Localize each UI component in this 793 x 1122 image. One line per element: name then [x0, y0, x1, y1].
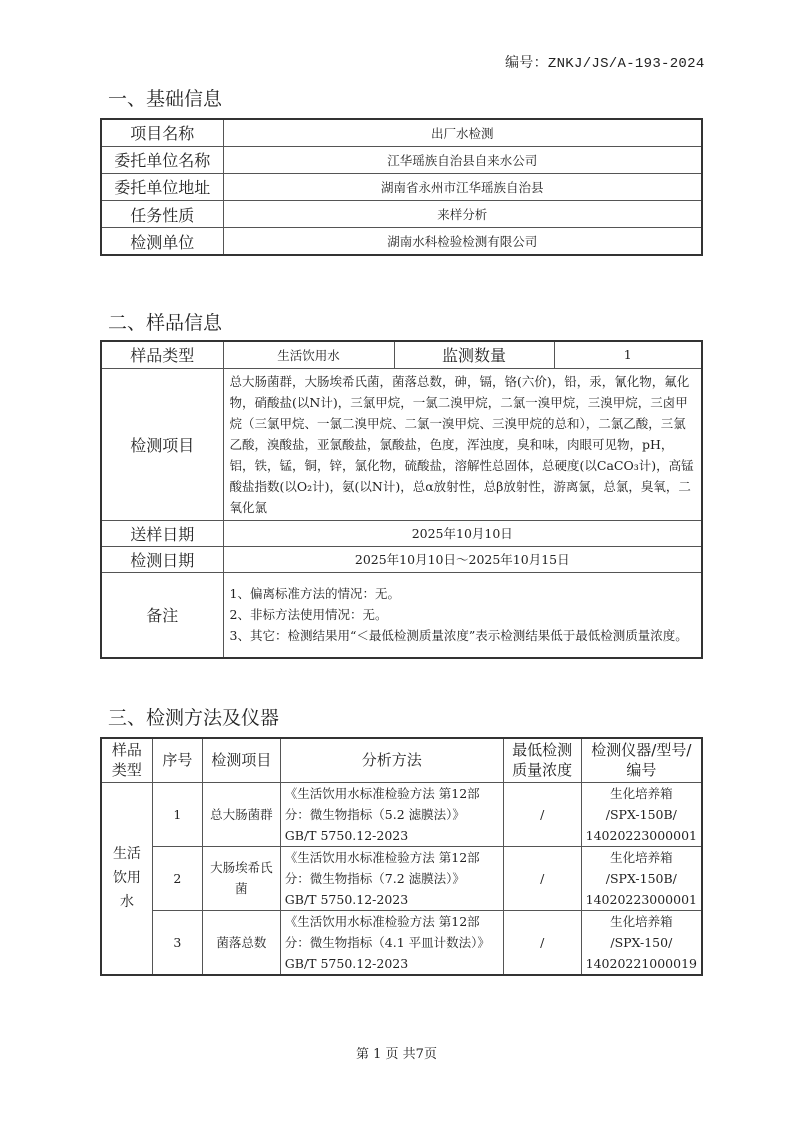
method-line: 《生活饮用水标准检验方法 第12部: [284, 849, 480, 865]
instrument-line: /SPX-150B/: [605, 870, 677, 886]
method-line: 《生活饮用水标准检验方法 第12部: [284, 785, 480, 801]
section-sample-info-title: 二、样品信息: [108, 312, 223, 334]
instrument-line: 生化培养箱: [610, 913, 673, 929]
method-line: GB/T 5750.12-2023: [284, 891, 409, 907]
instrument-line: 14020221000019: [585, 955, 697, 971]
method-line: 分：微生物指标（4.1 平皿计数法）》: [284, 934, 490, 950]
basic-info-row: [101, 228, 702, 255]
method-row: [101, 846, 702, 910]
row-instrument: [581, 910, 702, 975]
row-no: 3: [152, 910, 202, 975]
sample-type-cell: 生活饮用水: [101, 782, 152, 975]
notes-value: [223, 572, 702, 658]
header-sample-type: 样品类型: [101, 738, 152, 782]
basic-info-label: 任务性质: [101, 201, 223, 228]
instrument-line: 14020223000001: [585, 891, 697, 907]
header-method: 分析方法: [280, 738, 503, 782]
row-no: 1: [152, 782, 202, 846]
items-value: 总大肠菌群，大肠埃希氏菌，菌落总数，砷，镉，铬(六价)，铅，汞，氰化物，氟化物，硝酸盐(以N计)，三氯甲烷，一氯二溴甲烷，二氯一溴甲烷，三溴甲烷，三卤甲烷（三氯甲烷、一氯二溴甲烷、二氯一溴甲烷、三溴甲烷的总和），二氯乙酸，三氯乙酸，溴酸盐，亚氯酸盐，氯酸盐，色度，浑浊度，臭和味，肉眼可见物，pH，铝，铁，锰，铜，锌，氯化物，硫酸盐，溶解性总固体，总硬度(以CaCO₃计)，高锰酸盐指数(以O₂计)，氨(以N计)，总α放射性，总β放射性，游离氯，总氯，臭氧，二氧化氯: [223, 368, 702, 520]
test-date-label: 检测日期: [101, 546, 223, 572]
basic-info-value: 江华瑶族自治县自来水公司: [223, 146, 702, 173]
method-line: GB/T 5750.12-2023: [284, 955, 409, 971]
row-method: [280, 846, 503, 910]
instrument-line: 生化培养箱: [610, 849, 673, 865]
row-no: 2: [152, 846, 202, 910]
row-min-conc: /: [503, 910, 581, 975]
basic-info-table: [100, 118, 703, 256]
items-label: 检测项目: [101, 368, 223, 520]
seal-stamp-fragment: [765, 480, 793, 640]
document-number: 编号：ZNKJ/JS/A-193-2024: [505, 56, 705, 72]
page-footer: 第 1 页 共7页: [356, 1047, 437, 1062]
basic-info-value: 出厂水检测: [223, 119, 702, 146]
header-instrument: 检测仪器/型号/编号: [581, 738, 702, 782]
count-label: 监测数量: [394, 341, 554, 368]
row-item: 大肠埃希氏菌: [202, 846, 280, 910]
basic-info-row: [101, 146, 702, 173]
row-item: 菌落总数: [202, 910, 280, 975]
instrument-line: /SPX-150/: [610, 934, 673, 950]
method-line: GB/T 5750.12-2023: [284, 827, 409, 843]
sample-type-value: 生活饮用水: [223, 341, 394, 368]
section-basic-info-title: 一、基础信息: [108, 88, 223, 110]
basic-info-value: 湖南省永州市江华瑶族自治县: [223, 173, 702, 200]
row-instrument: [581, 782, 702, 846]
test-date-value: 2025年10月10日～2025年10月15日: [223, 546, 702, 572]
instrument-line: 生化培养箱: [610, 785, 673, 801]
basic-info-label: 项目名称: [101, 119, 223, 146]
basic-info-row: [101, 119, 702, 146]
method-row: [101, 910, 702, 975]
basic-info-value: 来样分析: [223, 201, 702, 228]
basic-info-row: [101, 173, 702, 200]
method-line: 分：微生物指标（7.2 滤膜法）》: [284, 870, 465, 886]
row-method: [280, 782, 503, 846]
instrument-line: 14020223000001: [585, 827, 697, 843]
header-item: 检测项目: [202, 738, 280, 782]
basic-info-label: 检测单位: [101, 228, 223, 255]
note-3: 3、其它：检测结果用“＜最低检测质量浓度”表示检测结果低于最低检测质量浓度。: [229, 628, 688, 644]
note-2: 2、非标方法使用情况：无。: [229, 607, 388, 623]
note-1: 1、偏离标准方法的情况：无。: [229, 586, 400, 602]
header-no: 序号: [152, 738, 202, 782]
method-line: 分：微生物指标（5.2 滤膜法）》: [284, 806, 465, 822]
row-method: [280, 910, 503, 975]
row-instrument: [581, 846, 702, 910]
notes-label: 备注: [101, 572, 223, 658]
basic-info-label: 委托单位地址: [101, 173, 223, 200]
sample-info-table: [100, 340, 703, 659]
row-min-conc: /: [503, 846, 581, 910]
send-date-label: 送样日期: [101, 520, 223, 546]
method-row: [101, 782, 702, 846]
method-line: 《生活饮用水标准检验方法 第12部: [284, 913, 480, 929]
send-date-value: 2025年10月10日: [223, 520, 702, 546]
basic-info-value: 湖南水科检验检测有限公司: [223, 228, 702, 255]
sample-type-label: 样品类型: [101, 341, 223, 368]
row-item: 总大肠菌群: [202, 782, 280, 846]
basic-info-label: 委托单位名称: [101, 146, 223, 173]
methods-table: [100, 737, 703, 976]
methods-header-row: [101, 738, 702, 782]
row-min-conc: /: [503, 782, 581, 846]
basic-info-row: [101, 201, 702, 228]
section-methods-title: 三、检测方法及仪器: [108, 707, 280, 729]
header-min-conc: 最低检测质量浓度: [503, 738, 581, 782]
count-value: 1: [554, 341, 702, 368]
instrument-line: /SPX-150B/: [605, 806, 677, 822]
